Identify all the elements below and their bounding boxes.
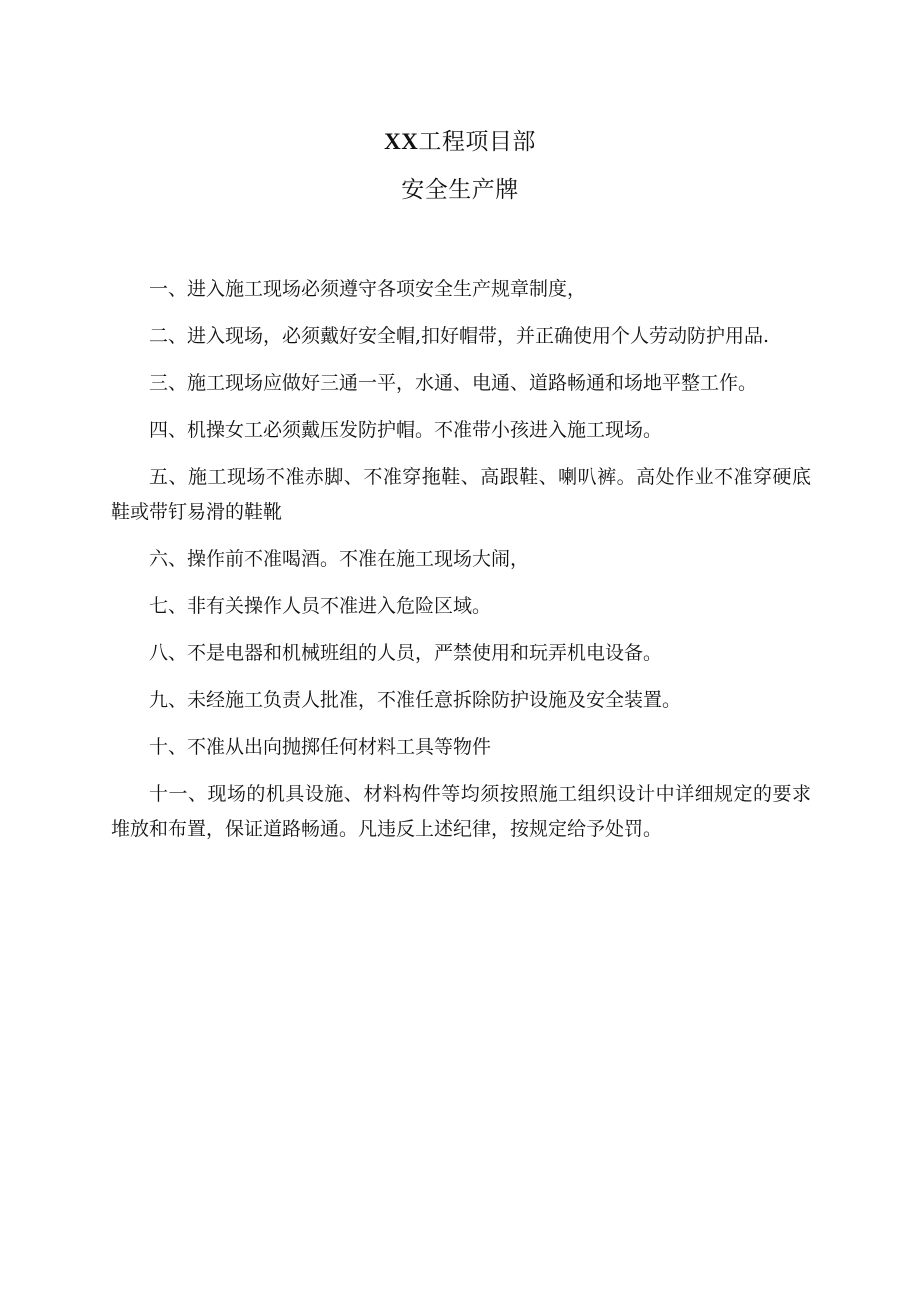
rule-item: 七、非有关操作人员不准进入危险区域。 [149, 595, 492, 617]
rule-item: 十一、现场的机具设施、材料构件等均须按照施工组织设计中详细规定的要求堆放和布置，保证道路畅通。凡违反上述纪律，按规定给予处罚。 [111, 783, 811, 840]
rule-item: 二、进入现场，必须戴好安全帽,扣好帽带，并正确使用个人劳动防护用品. [149, 325, 770, 347]
rule-item: 八、不是电器和机械班组的人员，严禁使用和玩弄机电设备。 [149, 642, 663, 664]
title-prefix: XX [384, 129, 419, 154]
rule-item: 六、操作前不准喝酒。不准在施工现场大闹， [149, 548, 530, 570]
rule-item: 四、机操女工必须戴压发防护帽。不准带小孩进入施工现场。 [149, 419, 663, 441]
title-block [0, 127, 920, 211]
rule-item: 五、施工现场不准赤脚、不准穿拖鞋、高跟鞋、喇叭裤。高处作业不准穿硬底鞋或带钉易滑的鞋靴 [111, 466, 811, 523]
rules-list [111, 272, 811, 859]
rule-item: 三、施工现场应做好三通一平，水通、电通、道路畅通和场地平整工作。 [149, 372, 758, 394]
rule-item: 一、进入施工现场必须遵守各项安全生产规章制度， [149, 278, 587, 300]
title-text: 工程项目部 [418, 129, 536, 155]
document-title [0, 127, 920, 163]
rule-item: 十、不准从出向抛掷任何材料工具等物件 [149, 736, 492, 758]
document-subtitle: 安全生产牌 [401, 177, 519, 203]
rule-item: 九、未经施工负责人批准，不准任意拆除防护设施及安全装置。 [149, 689, 682, 711]
